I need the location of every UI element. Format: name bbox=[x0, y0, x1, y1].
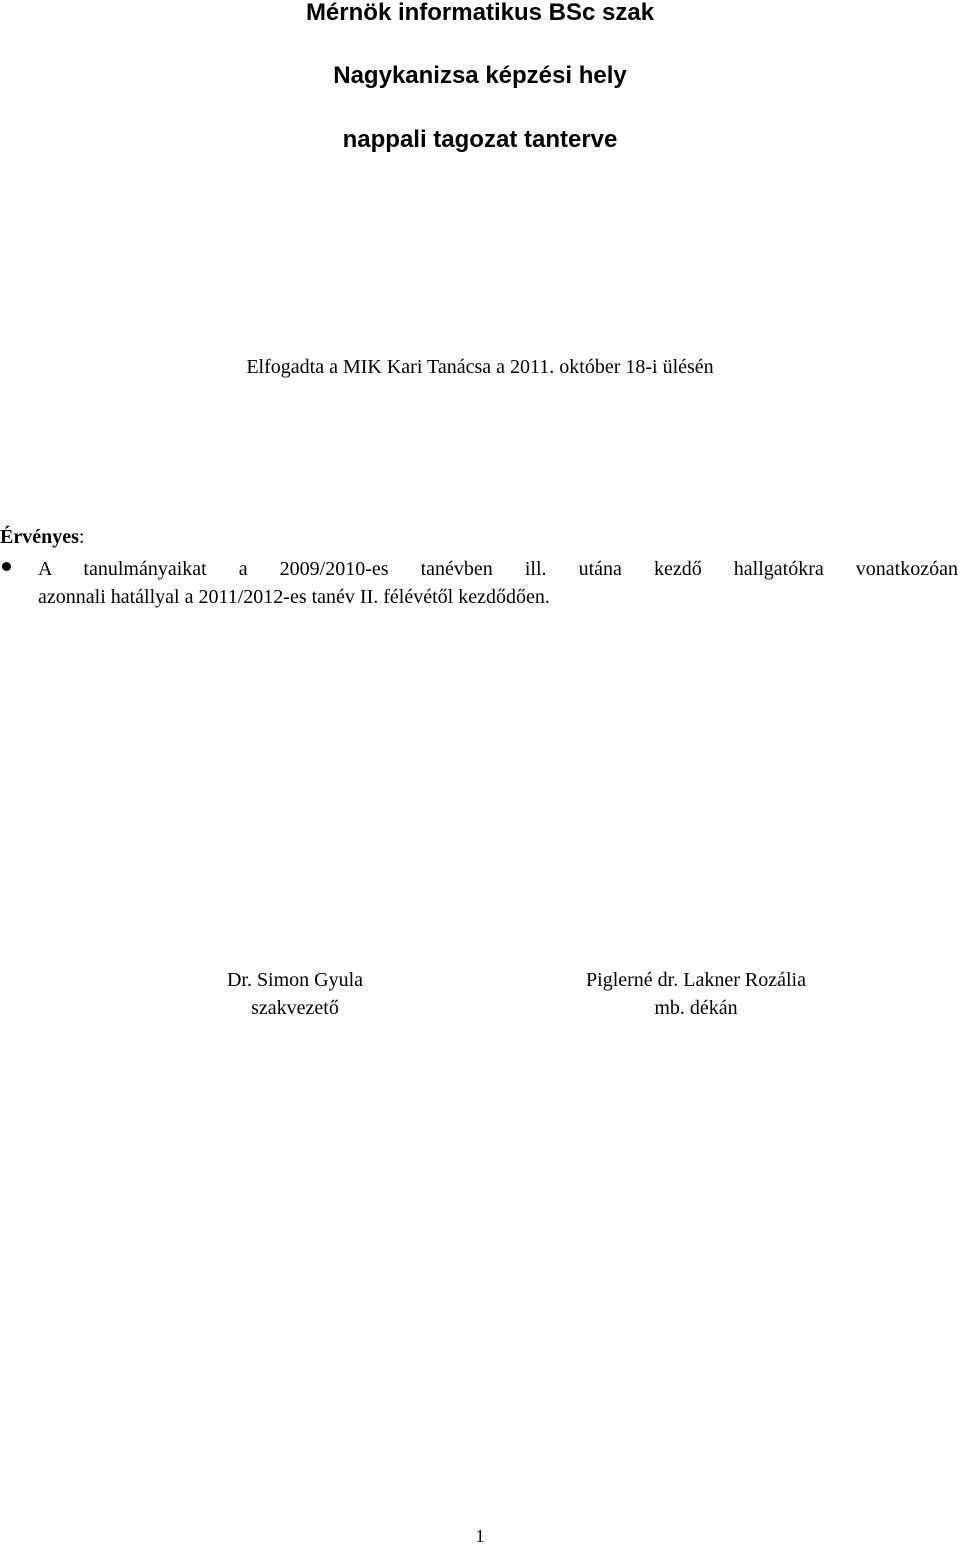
document-subtitle-program: nappali tagozat tanterve bbox=[342, 126, 618, 153]
validity-heading-colon: : bbox=[78, 526, 85, 548]
signature-role-left: szakvezető bbox=[251, 997, 339, 1019]
validity-heading-label: Érvényes bbox=[0, 526, 79, 548]
validity-bullet-line-2: azonnali hatállyal a 2011/2012-es tanév II. félévétől kezdődően. bbox=[38, 586, 550, 608]
signature-block-program-leader bbox=[195, 966, 395, 1022]
document-title: Mérnök informatikus BSc szak bbox=[305, 0, 655, 26]
signature-name-right: Piglerné dr. Lakner Rozália bbox=[586, 969, 806, 991]
page-number: 1 bbox=[475, 1526, 485, 1546]
validity-bullet-line-1: A tanulmányaikat a 2009/2010-es tanévben ill. utána kezdő hallgatókra vonatkozóan bbox=[38, 558, 958, 580]
validity-bullet-item bbox=[38, 555, 958, 611]
signature-role-right: mb. dékán bbox=[654, 997, 738, 1019]
signature-name-left: Dr. Simon Gyula bbox=[226, 969, 364, 991]
bullet-icon bbox=[2, 562, 11, 571]
document-subtitle-location: Nagykanizsa képzési hely bbox=[333, 62, 627, 89]
validity-heading bbox=[0, 525, 84, 549]
approval-statement: Elfogadta a MIK Kari Tanácsa a 2011. október 18-i ülésén bbox=[246, 356, 714, 378]
signature-block-dean bbox=[546, 966, 846, 1022]
